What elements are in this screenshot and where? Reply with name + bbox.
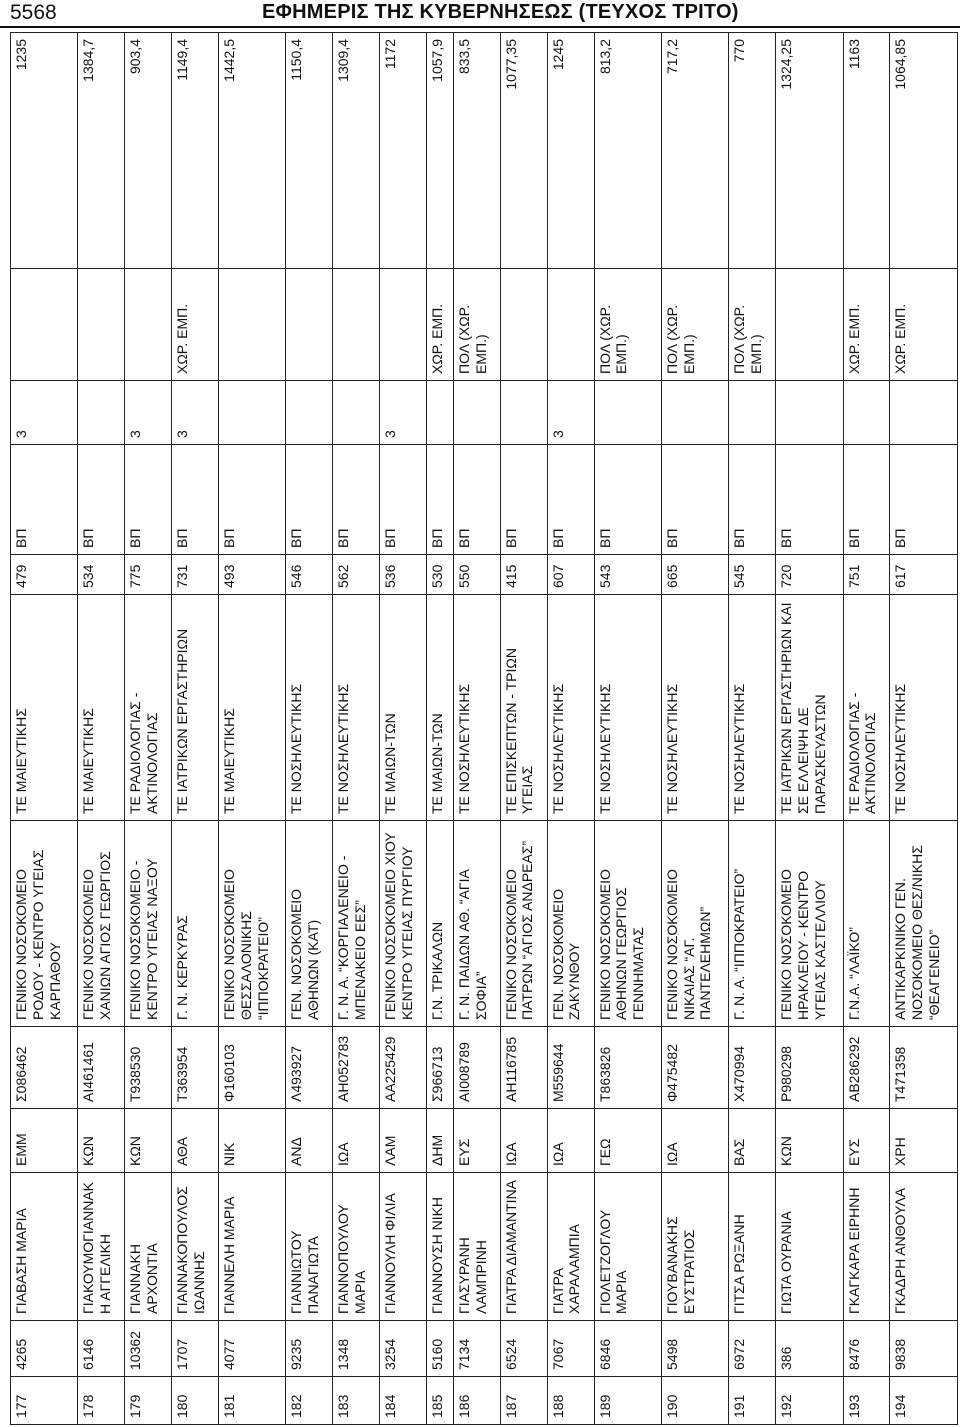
application-id-cell: 4265 xyxy=(11,1321,78,1377)
id-card-cell: Χ470994 xyxy=(729,1027,776,1109)
hospital-unit-cell: ΓΕΝΙΚΟ ΝΟΣΟΚΟΜΕΙΟ ΡΟΔΟΥ - ΚΕΝΤΡΟ ΥΓΕΙΑΣ ΚΑΡΠΑΘΟΥ xyxy=(11,821,78,1027)
table-row xyxy=(453,33,500,1425)
specialty-cell: ΤΕ ΝΟΣΗΛΕΥΤΙΚΗΣ xyxy=(594,595,661,821)
hospital-unit-cell: ΓΕΝΙΚΟ ΝΟΣΟΚΟΜΕΙΟ ΗΡΑΚΛΕΙΟΥ - ΚΕΝΤΡΟ ΥΓΕΙΑΣ ΚΑΣΤΕΛΛΙΟΥ xyxy=(776,821,843,1027)
category-cell: ΧΩΡ. ΕΜΠ. xyxy=(843,269,890,381)
specialty-cell: ΤΕ ΝΟΣΗΛΕΥΤΙΚΗΣ xyxy=(547,595,594,821)
id-card-cell: Μ559644 xyxy=(547,1027,594,1109)
page-header xyxy=(0,0,960,30)
application-id-cell: 6146 xyxy=(78,1321,125,1377)
candidate-name-cell: ΓΙΟΥΒΑΝΑΚΗΣ ΕΥΣΤΡΑΤΙΟΣ xyxy=(661,1173,728,1321)
table-row xyxy=(776,33,843,1425)
hospital-unit-cell: ΓΕΝΙΚΟ ΝΟΣΟΚΟΜΕΙΟ ΠΑΤΡΩΝ “ΑΓΙΟΣ ΑΝΔΡΕΑΣ” xyxy=(500,821,547,1027)
category-cell xyxy=(380,269,427,381)
total-score-cell: 1057,9 xyxy=(427,33,454,269)
total-score-cell: 1245 xyxy=(547,33,594,269)
category-cell: ΧΩΡ. ΕΜΠ. xyxy=(427,269,454,381)
table-row xyxy=(500,33,547,1425)
education-cell: ΒΠ xyxy=(843,445,890,555)
total-score-cell: 1442,5 xyxy=(219,33,286,269)
hospital-unit-cell: ΑΝΤΙΚΑΡΚΙΝΙΚΟ ΓΕΝ. ΝΟΣΟΚΟΜΕΙΟ ΘΕΣ/ΝΙΚΗΣ “ΘΕΑΓΕΝΕΙΟ” xyxy=(890,821,958,1027)
category-cell: ΠΟΛ (ΧΩΡ. ΕΜΠ.) xyxy=(729,269,776,381)
category-cell xyxy=(776,269,843,381)
total-score-cell: 1150,4 xyxy=(286,33,333,269)
children-cell xyxy=(453,381,500,445)
specialty-cell: ΤΕ ΙΑΤΡΙΚΩΝ ΕΡΓΑΣΤΗΡΙΩΝ ΚΑΙ ΣΕ ΕΛΛΕΙΨΗ ΔΕ ΠΑΡΑΣΚΕΥΑΣΤΩΝ xyxy=(776,595,843,821)
application-id-cell: 9235 xyxy=(286,1321,333,1377)
row-number-cell: 193 xyxy=(843,1377,890,1425)
specialty-cell: ΤΕ ΝΟΣΗΛΕΥΤΙΚΗΣ xyxy=(286,595,333,821)
region-code-cell: ΚΩΝ xyxy=(78,1109,125,1173)
specialty-cell: ΤΕ ΜΑΙΕΥΤΙΚΗΣ xyxy=(78,595,125,821)
points-cell: 543 xyxy=(594,555,661,595)
category-cell xyxy=(219,269,286,381)
points-cell: 546 xyxy=(286,555,333,595)
table-row xyxy=(78,33,125,1425)
hospital-unit-cell: ΓΕΝΙΚΟ ΝΟΣΟΚΟΜΕΙΟ ΘΕΣΣΑΛΟΝΙΚΗΣ “ΙΠΠΟΚΡΑΤΕΙΟ” xyxy=(219,821,286,1027)
education-cell: ΒΠ xyxy=(776,445,843,555)
category-cell: ΧΩΡ. ΕΜΠ. xyxy=(172,269,219,381)
table-row xyxy=(172,33,219,1425)
id-card-cell: Τ938530 xyxy=(125,1027,172,1109)
specialty-cell: ΤΕ ΝΟΣΗΛΕΥΤΙΚΗΣ xyxy=(453,595,500,821)
header-rule xyxy=(0,26,960,28)
application-id-cell: 7067 xyxy=(547,1321,594,1377)
education-cell: ΒΠ xyxy=(333,445,380,555)
row-number-cell: 181 xyxy=(219,1377,286,1425)
children-cell xyxy=(661,381,728,445)
total-score-cell: 813,2 xyxy=(594,33,661,269)
children-cell: 3 xyxy=(172,381,219,445)
specialty-cell: ΤΕ ΝΟΣΗΛΕΥΤΙΚΗΣ xyxy=(661,595,728,821)
specialty-cell: ΤΕ ΕΠΙΣΚΕΠΤΩΝ - ΤΡΙΩΝ ΥΓΕΙΑΣ xyxy=(500,595,547,821)
id-card-cell: ΑΑ225429 xyxy=(380,1027,427,1109)
id-card-cell: Φ475482 xyxy=(661,1027,728,1109)
children-cell xyxy=(890,381,958,445)
candidate-name-cell: ΓΙΑΝΝΟΥΣΗ ΝΙΚΗ xyxy=(427,1173,454,1321)
total-score-cell: 1324,25 xyxy=(776,33,843,269)
education-cell: ΒΠ xyxy=(453,445,500,555)
children-cell xyxy=(333,381,380,445)
candidate-name-cell: ΓΚΑΔΡΗ ΑΝΘΟΥΛΑ xyxy=(890,1173,958,1321)
gazette-title: ΕΦΗΜΕΡΙΣ ΤΗΣ ΚΥΒΕΡΝΗΣΕΩΣ (ΤΕΥΧΟΣ ΤΡΙΤΟ) xyxy=(262,1,739,23)
specialty-cell: ΤΕ ΜΑΙΕΥΤΙΚΗΣ xyxy=(219,595,286,821)
education-cell: ΒΠ xyxy=(500,445,547,555)
region-code-cell: ΙΩΑ xyxy=(500,1109,547,1173)
row-number-cell: 179 xyxy=(125,1377,172,1425)
points-cell: 665 xyxy=(661,555,728,595)
candidate-name-cell: ΓΙΑΤΡΑ ΔΙΑΜΑΝΤΙΝΑ xyxy=(500,1173,547,1321)
application-id-cell: 7134 xyxy=(453,1321,500,1377)
children-cell xyxy=(843,381,890,445)
candidate-name-cell: ΓΙΑΝΝΙΩΤΟΥ ΠΑΝΑΓΙΩΤΑ xyxy=(286,1173,333,1321)
candidate-name-cell: ΓΙΑΣΥΡΑΝΗ ΛΑΜΠΡΙΝΗ xyxy=(453,1173,500,1321)
hospital-unit-cell: ΓΕΝΙΚΟ ΝΟΣΟΚΟΜΕΙΟ ΧΙΟΥ ΚΕΝΤΡΟ ΥΓΕΙΑΣ ΠΥΡΓΙΟΥ xyxy=(380,821,427,1027)
points-cell: 775 xyxy=(125,555,172,595)
id-card-cell: Τ863826 xyxy=(594,1027,661,1109)
region-code-cell: ΙΩΑ xyxy=(547,1109,594,1173)
id-card-cell: Ρ980298 xyxy=(776,1027,843,1109)
points-cell: 731 xyxy=(172,555,219,595)
id-card-cell: Φ160103 xyxy=(219,1027,286,1109)
points-cell: 545 xyxy=(729,555,776,595)
region-code-cell: ΚΩΝ xyxy=(125,1109,172,1173)
children-cell xyxy=(594,381,661,445)
id-card-cell: ΑΙ008789 xyxy=(453,1027,500,1109)
id-card-cell: ΑΙ461461 xyxy=(78,1027,125,1109)
page-number: 5568 xyxy=(10,1,57,24)
row-number-cell: 191 xyxy=(729,1377,776,1425)
application-id-cell: 10362 xyxy=(125,1321,172,1377)
region-code-cell: ΑΘΑ xyxy=(172,1109,219,1173)
table-row xyxy=(11,33,78,1425)
application-id-cell: 1707 xyxy=(172,1321,219,1377)
id-card-cell: Σ966713 xyxy=(427,1027,454,1109)
id-card-cell: ΑΗ052783 xyxy=(333,1027,380,1109)
education-cell: ΒΠ xyxy=(594,445,661,555)
row-number-cell: 188 xyxy=(547,1377,594,1425)
table-row xyxy=(333,33,380,1425)
total-score-cell: 717,2 xyxy=(661,33,728,269)
specialty-cell: ΤΕ ΜΑΙΩΝ-ΤΩΝ xyxy=(427,595,454,821)
specialty-cell: ΤΕ ΝΟΣΗΛΕΥΤΙΚΗΣ xyxy=(890,595,958,821)
children-cell: 3 xyxy=(125,381,172,445)
points-cell: 415 xyxy=(500,555,547,595)
id-card-cell: Σ086462 xyxy=(11,1027,78,1109)
application-id-cell: 3254 xyxy=(380,1321,427,1377)
education-cell: ΒΠ xyxy=(729,445,776,555)
application-id-cell: 9838 xyxy=(890,1321,958,1377)
region-code-cell: ΙΩΑ xyxy=(661,1109,728,1173)
specialty-cell: ΤΕ ΝΟΣΗΛΕΥΤΙΚΗΣ xyxy=(729,595,776,821)
points-cell: 607 xyxy=(547,555,594,595)
row-number-cell: 180 xyxy=(172,1377,219,1425)
candidate-name-cell: ΓΙΑΝΝΟΥΛΗ ΦΙΛΙΑ xyxy=(380,1173,427,1321)
category-cell: ΠΟΛ (ΧΩΡ. ΕΜΠ.) xyxy=(594,269,661,381)
region-code-cell: ΕΜΜ xyxy=(11,1109,78,1173)
points-cell: 617 xyxy=(890,555,958,595)
application-id-cell: 6524 xyxy=(500,1321,547,1377)
candidate-name-cell: ΓΙΑΒΑΣΗ ΜΑΡΙΑ xyxy=(11,1173,78,1321)
hospital-unit-cell: ΓΕΝΙΚΟ ΝΟΣΟΚΟΜΕΙΟ ΧΑΝΙΩΝ ΑΓΙΟΣ ΓΕΩΡΓΙΟΣ xyxy=(78,821,125,1027)
children-cell: 3 xyxy=(380,381,427,445)
total-score-cell: 770 xyxy=(729,33,776,269)
region-code-cell: ΑΝΔ xyxy=(286,1109,333,1173)
points-cell: 751 xyxy=(843,555,890,595)
candidate-name-cell: ΓΙΑΚΟΥΜΟΓΙΑΝΝΑΚΗ ΑΓΓΕΛΙΚΗ xyxy=(78,1173,125,1321)
children-cell xyxy=(78,381,125,445)
row-number-cell: 189 xyxy=(594,1377,661,1425)
row-number-cell: 187 xyxy=(500,1377,547,1425)
region-code-cell: ΒΑΣ xyxy=(729,1109,776,1173)
hospital-unit-cell: ΓΕΝ. ΝΟΣΟΚΟΜΕΙΟ ΖΑΚΥΝΘΟΥ xyxy=(547,821,594,1027)
row-number-cell: 178 xyxy=(78,1377,125,1425)
region-code-cell: ΔΗΜ xyxy=(427,1109,454,1173)
category-cell: ΧΩΡ. ΕΜΠ. xyxy=(890,269,958,381)
category-cell xyxy=(11,269,78,381)
region-code-cell: ΧΡΗ xyxy=(890,1109,958,1173)
hospital-unit-cell: Γ. Ν. Α. “ΚΟΡΓΙΑΛΕΝΕΙΟ - ΜΠΕΝΑΚΕΙΟ ΕΕΣ” xyxy=(333,821,380,1027)
table-row xyxy=(594,33,661,1425)
row-number-cell: 192 xyxy=(776,1377,843,1425)
specialty-cell: ΤΕ ΜΑΙΩΝ-ΤΩΝ xyxy=(380,595,427,821)
category-cell xyxy=(547,269,594,381)
id-card-cell: ΑΒ286292 xyxy=(843,1027,890,1109)
children-cell: 3 xyxy=(547,381,594,445)
candidate-name-cell: ΓΙΤΣΑ ΡΩΞΑΝΗ xyxy=(729,1173,776,1321)
hospital-unit-cell: Γ. Ν. ΠΑΙΔΩΝ ΑΘ. “ΑΓΙΑ ΣΟΦΙΑ” xyxy=(453,821,500,1027)
application-id-cell: 386 xyxy=(776,1321,843,1377)
hospital-unit-cell: Γ.Ν. ΤΡΙΚΑΛΩΝ xyxy=(427,821,454,1027)
rotated-table-wrapper xyxy=(10,33,958,1425)
specialty-cell: ΤΕ ΡΑΔΙΟΛΟΓΙΑΣ - ΑΚΤΙΝΟΛΟΓΙΑΣ xyxy=(843,595,890,821)
total-score-cell: 1172 xyxy=(380,33,427,269)
total-score-cell: 1163 xyxy=(843,33,890,269)
region-code-cell: ΕΥΣ xyxy=(453,1109,500,1173)
candidate-name-cell: ΓΙΑΤΡΑ ΧΑΡΑΛΑΜΠΙΑ xyxy=(547,1173,594,1321)
application-id-cell: 1348 xyxy=(333,1321,380,1377)
region-code-cell: ΚΩΝ xyxy=(776,1109,843,1173)
points-cell: 493 xyxy=(219,555,286,595)
hospital-unit-cell: ΓΕΝΙΚΟ ΝΟΣΟΚΟΜΕΙΟ - ΚΕΝΤΡΟ ΥΓΕΙΑΣ ΝΑΞΟΥ xyxy=(125,821,172,1027)
children-cell xyxy=(219,381,286,445)
education-cell: ΒΠ xyxy=(78,445,125,555)
application-id-cell: 6972 xyxy=(729,1321,776,1377)
education-cell: ΒΠ xyxy=(172,445,219,555)
children-cell xyxy=(500,381,547,445)
children-cell: 3 xyxy=(11,381,78,445)
education-cell: ΒΠ xyxy=(547,445,594,555)
table-row xyxy=(427,33,454,1425)
row-number-cell: 186 xyxy=(453,1377,500,1425)
children-cell xyxy=(729,381,776,445)
table-row xyxy=(125,33,172,1425)
row-number-cell: 190 xyxy=(661,1377,728,1425)
row-number-cell: 184 xyxy=(380,1377,427,1425)
region-code-cell: ΝΙΚ xyxy=(219,1109,286,1173)
table-row xyxy=(286,33,333,1425)
points-cell: 530 xyxy=(427,555,454,595)
children-cell xyxy=(286,381,333,445)
region-code-cell: ΛΑΜ xyxy=(380,1109,427,1173)
specialty-cell: ΤΕ ΙΑΤΡΙΚΩΝ ΕΡΓΑΣΤΗΡΙΩΝ xyxy=(172,595,219,821)
id-card-cell: ΑΗ116785 xyxy=(500,1027,547,1109)
table-row xyxy=(843,33,890,1425)
education-cell: ΒΠ xyxy=(219,445,286,555)
total-score-cell: 1149,4 xyxy=(172,33,219,269)
education-cell: ΒΠ xyxy=(125,445,172,555)
category-cell xyxy=(286,269,333,381)
children-cell xyxy=(776,381,843,445)
candidate-name-cell: ΓΙΑΝΝΑΚΗ ΑΡΧΟΝΤΙΑ xyxy=(125,1173,172,1321)
application-id-cell: 6846 xyxy=(594,1321,661,1377)
hospital-unit-cell: Γ.Ν.Α. “ΛΑΪΚΟ” xyxy=(843,821,890,1027)
total-score-cell: 1235 xyxy=(11,33,78,269)
table-body xyxy=(11,33,958,1425)
education-cell: ΒΠ xyxy=(661,445,728,555)
table-row xyxy=(380,33,427,1425)
application-id-cell: 5498 xyxy=(661,1321,728,1377)
row-number-cell: 185 xyxy=(427,1377,454,1425)
application-id-cell: 8476 xyxy=(843,1321,890,1377)
row-number-cell: 182 xyxy=(286,1377,333,1425)
education-cell: ΒΠ xyxy=(427,445,454,555)
candidate-name-cell: ΓΚΑΓΚΑΡΑ ΕΙΡΗΝΗ xyxy=(843,1173,890,1321)
total-score-cell: 1064,85 xyxy=(890,33,958,269)
region-code-cell: ΙΩΑ xyxy=(333,1109,380,1173)
region-code-cell: ΓΕΩ xyxy=(594,1109,661,1173)
candidate-name-cell: ΓΙΑΝΝΟΠΟΥΛΟΥ ΜΑΡΙΑ xyxy=(333,1173,380,1321)
education-cell: ΒΠ xyxy=(11,445,78,555)
education-cell: ΒΠ xyxy=(890,445,958,555)
table-row xyxy=(661,33,728,1425)
hospital-unit-cell: Γ. Ν. ΚΕΡΚΥΡΑΣ xyxy=(172,821,219,1027)
total-score-cell: 833,5 xyxy=(453,33,500,269)
category-cell xyxy=(500,269,547,381)
points-cell: 536 xyxy=(380,555,427,595)
total-score-cell: 903,4 xyxy=(125,33,172,269)
region-code-cell: ΕΥΣ xyxy=(843,1109,890,1173)
hospital-unit-cell: ΓΕΝΙΚΟ ΝΟΣΟΚΟΜΕΙΟ ΝΙΚΑΙΑΣ “ΑΓ. ΠΑΝΤΕΛΕΗΜΩΝ” xyxy=(661,821,728,1027)
education-cell: ΒΠ xyxy=(380,445,427,555)
application-id-cell: 4077 xyxy=(219,1321,286,1377)
id-card-cell: Τ471358 xyxy=(890,1027,958,1109)
specialty-cell: ΤΕ ΡΑΔΙΟΛΟΓΙΑΣ - ΑΚΤΙΝΟΛΟΓΙΑΣ xyxy=(125,595,172,821)
points-cell: 534 xyxy=(78,555,125,595)
row-number-cell: 177 xyxy=(11,1377,78,1425)
points-cell: 562 xyxy=(333,555,380,595)
specialty-cell: ΤΕ ΜΑΙΕΥΤΙΚΗΣ xyxy=(11,595,78,821)
candidate-name-cell: ΓΙΩΤΑ ΟΥΡΑΝΙΑ xyxy=(776,1173,843,1321)
children-cell xyxy=(427,381,454,445)
table-row xyxy=(219,33,286,1425)
table-row xyxy=(547,33,594,1425)
table-row xyxy=(890,33,958,1425)
candidate-name-cell: ΓΙΑΝΝΑΚΟΠΟΥΛΟΣ ΙΩΑΝΝΗΣ xyxy=(172,1173,219,1321)
points-cell: 479 xyxy=(11,555,78,595)
total-score-cell: 1384,7 xyxy=(78,33,125,269)
candidates-table xyxy=(10,32,958,1425)
row-number-cell: 194 xyxy=(890,1377,958,1425)
category-cell xyxy=(333,269,380,381)
category-cell: ΠΟΛ (ΧΩΡ. ΕΜΠ.) xyxy=(453,269,500,381)
specialty-cell: ΤΕ ΝΟΣΗΛΕΥΤΙΚΗΣ xyxy=(333,595,380,821)
hospital-unit-cell: ΓΕΝΙΚΟ ΝΟΣΟΚΟΜΕΙΟ ΑΘΗΝΩΝ ΓΕΩΡΓΙΟΣ ΓΕΝΝΗΜΑΤΑΣ xyxy=(594,821,661,1027)
hospital-unit-cell: ΓΕΝ. ΝΟΣΟΚΟΜΕΙΟ ΑΘΗΝΩΝ (ΚΑΤ) xyxy=(286,821,333,1027)
application-id-cell: 5160 xyxy=(427,1321,454,1377)
row-number-cell: 183 xyxy=(333,1377,380,1425)
points-cell: 550 xyxy=(453,555,500,595)
category-cell: ΠΟΛ (ΧΩΡ. ΕΜΠ.) xyxy=(661,269,728,381)
education-cell: ΒΠ xyxy=(286,445,333,555)
id-card-cell: Λ493927 xyxy=(286,1027,333,1109)
total-score-cell: 1077,35 xyxy=(500,33,547,269)
id-card-cell: Τ363954 xyxy=(172,1027,219,1109)
category-cell xyxy=(78,269,125,381)
candidate-name-cell: ΓΙΑΝΝΕΛΗ ΜΑΡΙΑ xyxy=(219,1173,286,1321)
category-cell xyxy=(125,269,172,381)
total-score-cell: 1309,4 xyxy=(333,33,380,269)
candidate-name-cell: ΓΙΟΛΕΤΖΟΓΛΟΥ ΜΑΡΙΑ xyxy=(594,1173,661,1321)
points-cell: 720 xyxy=(776,555,843,595)
hospital-unit-cell: Γ. Ν. Α. “ΙΠΠΟΚΡΑΤΕΙΟ” xyxy=(729,821,776,1027)
table-row xyxy=(729,33,776,1425)
